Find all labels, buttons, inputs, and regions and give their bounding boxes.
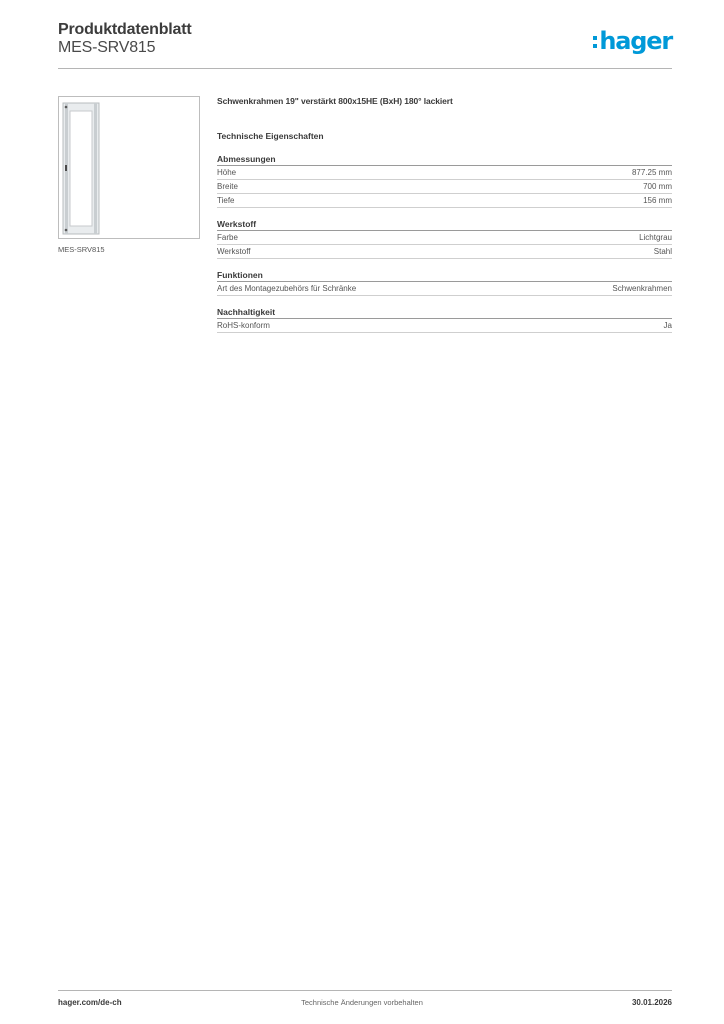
footer-date: 30.01.2026 [631,998,672,1007]
section-funktionen [217,270,672,296]
spec-label: Farbe [217,233,238,242]
spec-label: Art des Montagezubehörs für Schränke [217,284,357,293]
section-werkstoff [217,219,672,259]
spec-label: Breite [217,182,238,191]
section-title: Nachhaltigkeit [217,307,672,319]
spec-label: Werkstoff [217,247,251,256]
swing-frame-icon [59,97,199,238]
spec-value: Stahl [653,247,672,256]
spec-label: Höhe [217,168,237,177]
product-details [217,96,672,344]
image-caption: MES-SRV815 [58,245,105,254]
spec-value: 877.25 mm [631,168,672,177]
logo-dots-icon [593,36,597,48]
footer-notice: Technische Änderungen vorbehalten [301,998,423,1007]
spec-label: RoHS-konform [217,321,270,330]
spec-row [217,282,672,296]
section-title: Abmessungen [217,154,672,166]
section-nachhaltigkeit [217,307,672,333]
hager-logo [593,27,672,55]
footer-divider [58,990,672,991]
section-title: Werkstoff [217,219,672,231]
tech-properties-heading: Technische Eigenschaften [217,131,324,141]
spec-value: 700 mm [643,182,672,191]
spec-row [217,166,672,180]
product-title: Schwenkrahmen 19" verstärkt 800x15HE (BxH) 180° lackiert [217,96,453,106]
header-divider [58,68,672,69]
spec-row [217,180,672,194]
page-title: Produktdatenblatt [58,21,192,38]
product-code: MES-SRV815 [58,39,156,56]
logo-text: hager [599,27,672,55]
spec-value: 156 mm [643,196,672,205]
product-image [58,96,200,239]
spec-value: Lichtgrau [639,233,672,242]
spec-value: Ja [663,321,672,330]
section-abmessungen [217,154,672,208]
section-title: Funktionen [217,270,672,282]
spec-row [217,245,672,259]
spec-row [217,231,672,245]
spec-label: Tiefe [217,196,235,205]
spec-row [217,319,672,333]
footer-website-link[interactable]: hager.com/de-ch [58,998,122,1007]
spec-value: Schwenkrahmen [612,284,672,293]
spec-row [217,194,672,208]
